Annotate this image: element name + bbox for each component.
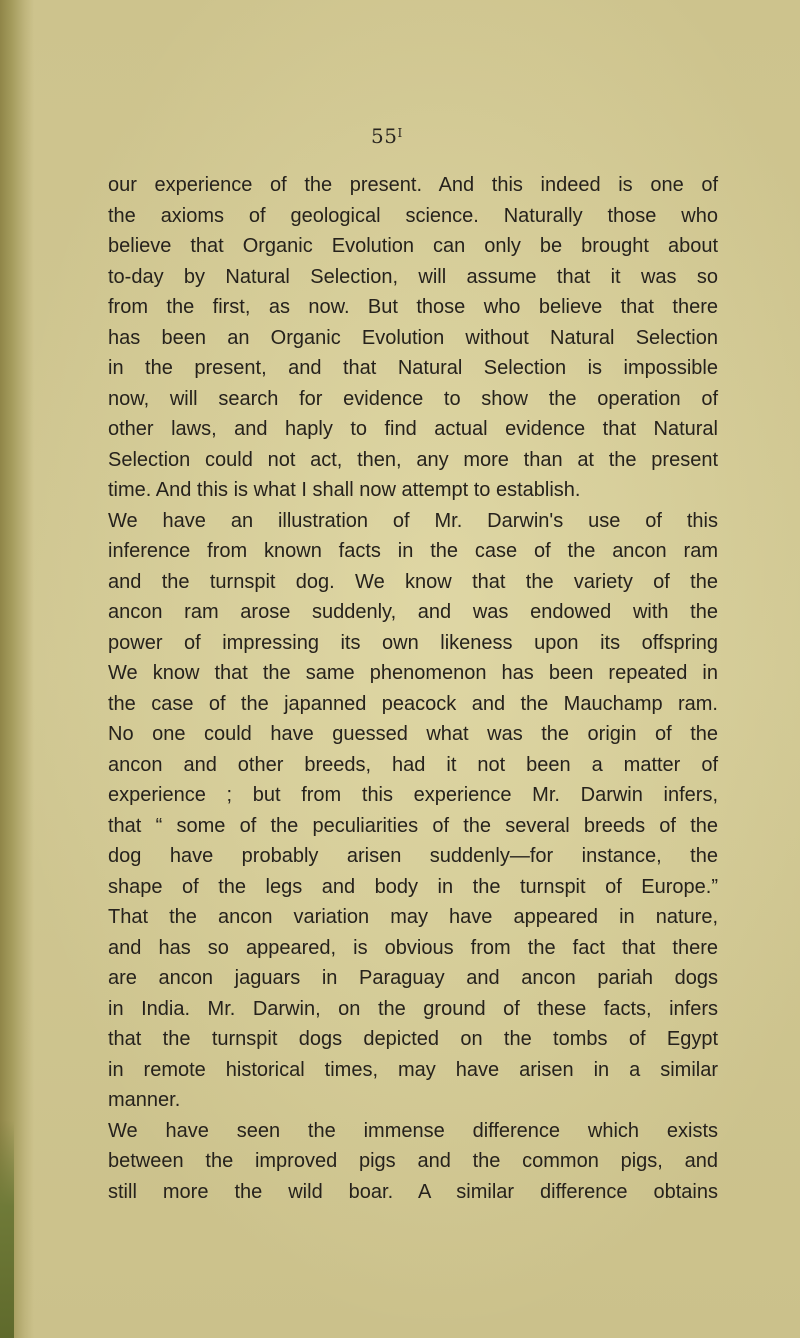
text-line: that the turnspit dogs depicted on the tombs of Egypt	[108, 1028, 718, 1050]
text-line: and has so appeared, is obvious from the fact that there	[108, 936, 718, 959]
text-line: We know that the same phenomenon has been repeated in	[108, 662, 718, 684]
text-line: ancon ram arose suddenly, and was endowed with the	[108, 601, 718, 623]
text-line: our experience of the present. And this indeed is one of	[108, 174, 718, 196]
text-line: shape of the legs and body in the turnspit of Europe.”	[108, 875, 718, 898]
text-line: inference from known facts in the case of the ancon ram	[108, 540, 718, 562]
text-line: from the first, as now. But those who believe that there	[108, 296, 718, 318]
text-line: power of impressing its own likeness upon its offspring	[108, 631, 718, 654]
text-line: the case of the japanned peacock and the Mauchamp ram.	[108, 692, 718, 715]
page-number-suffix: I	[397, 126, 403, 140]
page-number	[371, 124, 403, 148]
text-line: ancon and other breeds, had it not been a matter of	[108, 753, 718, 776]
page-edge-stain	[0, 1120, 14, 1338]
text-line: still more the wild boar. A similar difference obtains	[108, 1180, 718, 1203]
text-line: are ancon jaguars in Paraguay and ancon pariah dogs	[108, 967, 718, 989]
text-line: the axioms of geological science. Naturally those who	[108, 204, 718, 227]
text-line: Selection could not act, then, any more than at the present	[108, 448, 718, 471]
text-line: experience ; but from this experience Mr. Darwin infers,	[108, 784, 718, 806]
text-line: other laws, and haply to find actual evidence that Natural	[108, 418, 718, 440]
text-line: We have an illustration of Mr. Darwin's use of this	[108, 509, 718, 532]
text-line: believe that Organic Evolution can only be brought about	[108, 235, 718, 257]
text-line: manner.	[108, 1089, 181, 1111]
text-line: We have seen the immense difference which exists	[108, 1119, 718, 1142]
text-line: now, will search for evidence to show the operation of	[108, 387, 718, 410]
text-line: between the improved pigs and the common pigs, and	[108, 1150, 718, 1172]
text-line: That the ancon variation may have appeared in nature,	[108, 906, 718, 928]
text-line: that “ some of the peculiarities of the several breeds of the	[108, 814, 718, 837]
text-line: time. And this is what I shall now attempt to establish.	[108, 479, 581, 501]
text-line: to-day by Natural Selection, will assume that it was so	[108, 265, 718, 288]
page-number-value: 55	[371, 124, 398, 148]
text-line: No one could have guessed what was the origin of the	[108, 723, 718, 745]
text-line: in the present, and that Natural Selection is impossible	[108, 357, 718, 379]
body-text	[108, 170, 718, 1207]
text-line: in remote historical times, may have arisen in a similar	[108, 1058, 718, 1081]
text-line: dog have probably arisen suddenly—for instance, the	[108, 845, 718, 867]
text-line: and the turnspit dog. We know that the variety of the	[108, 570, 718, 593]
text-line: in India. Mr. Darwin, on the ground of these facts, infers	[108, 997, 718, 1020]
text-line: has been an Organic Evolution without Natural Selection	[108, 326, 718, 349]
